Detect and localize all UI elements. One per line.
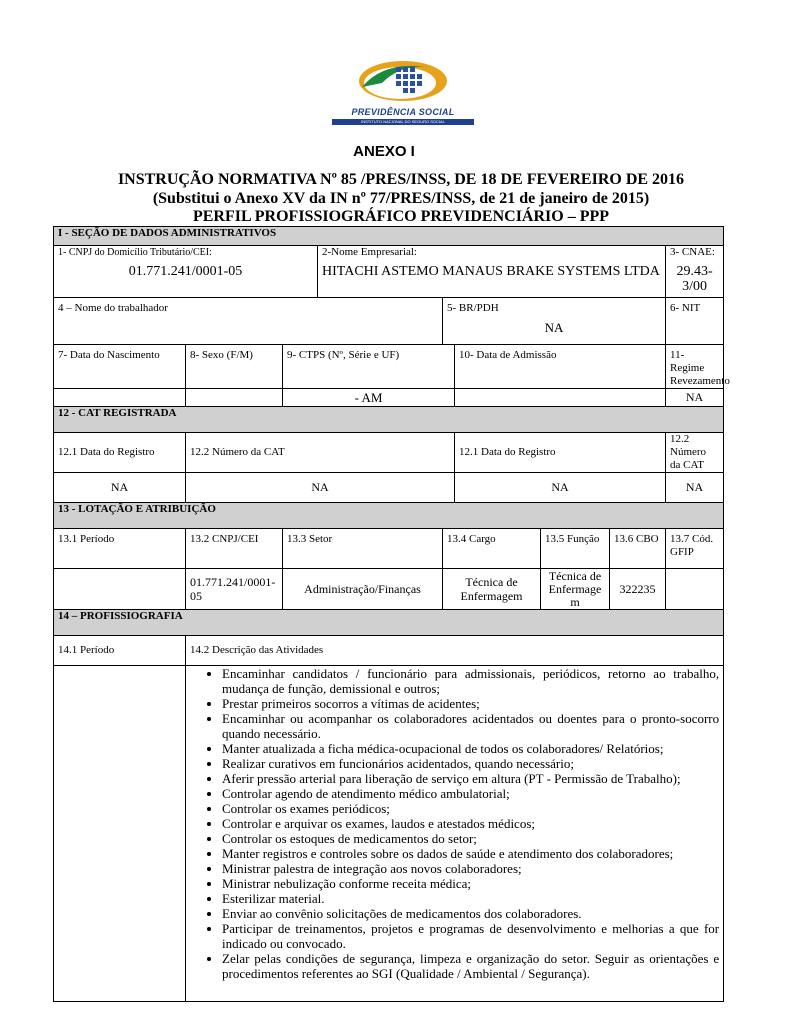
lotacao-gfip-value — [666, 569, 724, 610]
activity-item: • Esterilizar material. — [222, 891, 719, 906]
cnpj-label: 1- CNPJ do Domicílio Tributário/CEI: — [58, 247, 212, 258]
section-14-header: 14 – PROFISSIOGRAFIA — [54, 610, 724, 636]
lotacao-cargo-header: 13.4 Cargo — [443, 529, 541, 569]
cat-number-value-1: NA — [186, 473, 455, 503]
cat-number-header-1: 12.2 Número da CAT — [186, 433, 455, 473]
activity-item: • Enviar ao convênio solicitações de medicamentos dos colaboradores. — [222, 906, 719, 921]
nit-cell — [666, 298, 724, 345]
nit-label: 6- NIT — [670, 302, 701, 314]
activity-item: • Aferir pressão arterial para liberação de serviço em altura (PT - Permissão de Trabalho); — [222, 771, 719, 786]
lotacao-funcao-header: 13.5 Função — [541, 529, 610, 569]
br-pdh-cell — [443, 298, 666, 345]
cat-date-value-2: NA — [455, 473, 666, 503]
lotacao-sector-value: Administração/Finanças — [283, 569, 443, 610]
activity-item: • Realizar curativos em funcionários acidentados, quando necessário; — [222, 756, 719, 771]
lotacao-period-value — [54, 569, 186, 610]
activities-list — [190, 666, 719, 981]
shift-regime-value: NA — [666, 389, 724, 407]
activity-item: • Controlar agendo de atendimento médico ambulatorial; — [222, 786, 719, 801]
cat-number-header-2: 12.2 Número da CAT — [666, 433, 724, 473]
cnpj-value: 01.771.241/0001-05 — [128, 264, 243, 279]
activity-item: • Manter registros e controles sobre os dados de saúde e atendimento dos colaboradores; — [222, 846, 719, 861]
activity-item: • Ministrar nebulização conforme receita médica; — [222, 876, 719, 891]
ppp-title: PERFIL PROFISSIOGRÁFICO PREVIDENCIÁRIO – PPP — [192, 208, 610, 225]
cat-date-value-1: NA — [54, 473, 186, 503]
cat-number-value-2: NA — [666, 473, 724, 503]
sex-label: 8- Sexo (F/M) — [186, 345, 283, 389]
activity-item: • Controlar os exames periódicos; — [222, 801, 719, 816]
birth-date-value — [54, 389, 186, 407]
admission-date-label: 10- Data de Admissão — [455, 345, 666, 389]
activity-item: • Prestar primeiros socorros a vítimas de acidentes; — [222, 696, 719, 711]
cnpj-cell — [54, 246, 318, 298]
lotacao-gfip-header: 13.7 Cód. GFIP — [666, 529, 724, 569]
worker-name-label: 4 – Nome do trabalhador — [58, 302, 168, 314]
sex-value — [186, 389, 283, 407]
activity-item: • Participar de treinamentos, projetos e programas de desenvolvimento e melhorias a que for indicado ou convocado. — [222, 921, 719, 951]
profissiografia-period-header: 14.1 Período — [54, 636, 186, 666]
shift-regime-label: 11- Regime Revezamento — [666, 345, 724, 389]
activity-item: • Encaminhar candidatos / funcionário para admissionais, periódicos, retorno ao trabalho, mudança de função, demissional e outros; — [222, 666, 719, 696]
logo-subtitle: INSTITUTO NACIONAL DO SEGURO SOCIAL — [332, 119, 474, 125]
profissiografia-period-value — [54, 666, 186, 1002]
previdencia-social-logo — [326, 57, 480, 125]
logo-emblem-icon — [326, 57, 480, 109]
section-13-header: 13 - LOTAÇÃO E ATRIBUIÇÃO — [54, 503, 724, 529]
activities-cell — [186, 666, 724, 1002]
section-12-header: 12 - CAT REGISTRADA — [54, 407, 724, 433]
activity-item: • Zelar pelas condições de segurança, limpeza e organização do setor. Seguir as orientações e procedimentos referentes ao SGI (Qualidade / Ambiental / Segurança). — [222, 951, 719, 981]
lotacao-funcao-value: Técnica de Enfermagem — [541, 569, 610, 610]
activity-item: • Controlar os estoques de medicamentos do setor; — [222, 831, 719, 846]
activity-item: • Encaminhar ou acompanhar os colaboradores acidentados ou doentes para o pronto-socorro quando necessário. — [222, 711, 719, 741]
lotacao-cargo-value: Técnica de Enfermagem — [443, 569, 541, 610]
worker-name-cell — [54, 298, 443, 345]
ctps-label: 9- CTPS (Nº, Série e UF) — [283, 345, 455, 389]
cat-date-header-1: 12.1 Data do Registro — [54, 433, 186, 473]
company-name-label: 2-Nome Empresarial: — [322, 246, 417, 258]
normative-title: INSTRUÇÃO NORMATIVA Nº 85 /PRES/INSS, DE 18 DE FEVEREIRO DE 2016 — [117, 171, 685, 188]
cnae-cell — [666, 246, 724, 298]
normative-subtitle: (Substitui o Anexo XV da IN nº 77/PRES/INSS, de 21 de janeiro de 2015) — [152, 190, 650, 207]
ppp-form-table — [53, 226, 730, 1002]
lotacao-period-header: 13.1 Período — [54, 529, 186, 569]
lotacao-sector-header: 13.3 Setor — [283, 529, 443, 569]
birth-date-label: 7- Data do Nascimento — [54, 345, 186, 389]
br-pdh-label: 5- BR/PDH — [447, 302, 499, 314]
br-pdh-value: NA — [544, 320, 564, 335]
cnae-value: 29.43-3/00 — [676, 264, 713, 294]
cnae-label: 3- CNAE: — [670, 246, 715, 258]
activity-item: • Manter atualizada a ficha médica-ocupacional de todos os colaboradores/ Relatórios; — [222, 741, 719, 756]
ctps-value: - AM — [283, 389, 455, 407]
lotacao-cbo-header: 13.6 CBO — [610, 529, 666, 569]
logo-name: PREVIDÊNCIA SOCIAL — [351, 107, 455, 117]
admission-date-value — [455, 389, 666, 407]
lotacao-cnpj-value: 01.771.241/0001-05 — [186, 569, 283, 610]
lotacao-cnpj-header: 13.2 CNPJ/CEI — [186, 529, 283, 569]
profissiografia-desc-header: 14.2 Descrição das Atividades — [186, 636, 724, 666]
cat-date-header-2: 12.1 Data do Registro — [455, 433, 666, 473]
activity-item: • Ministrar palestra de integração aos novos colaboradores; — [222, 861, 719, 876]
section-1-header: I - SEÇÃO DE DADOS ADMINISTRATIVOS — [54, 227, 724, 246]
company-name-cell — [318, 246, 666, 298]
activity-item: • Controlar e arquivar os exames, laudos e atestados médicos; — [222, 816, 719, 831]
company-name-value: HITACHI ASTEMO MANAUS BRAKE SYSTEMS LTDA — [322, 264, 660, 279]
lotacao-cbo-value: 322235 — [610, 569, 666, 610]
anexo-title: ANEXO I — [353, 143, 415, 160]
